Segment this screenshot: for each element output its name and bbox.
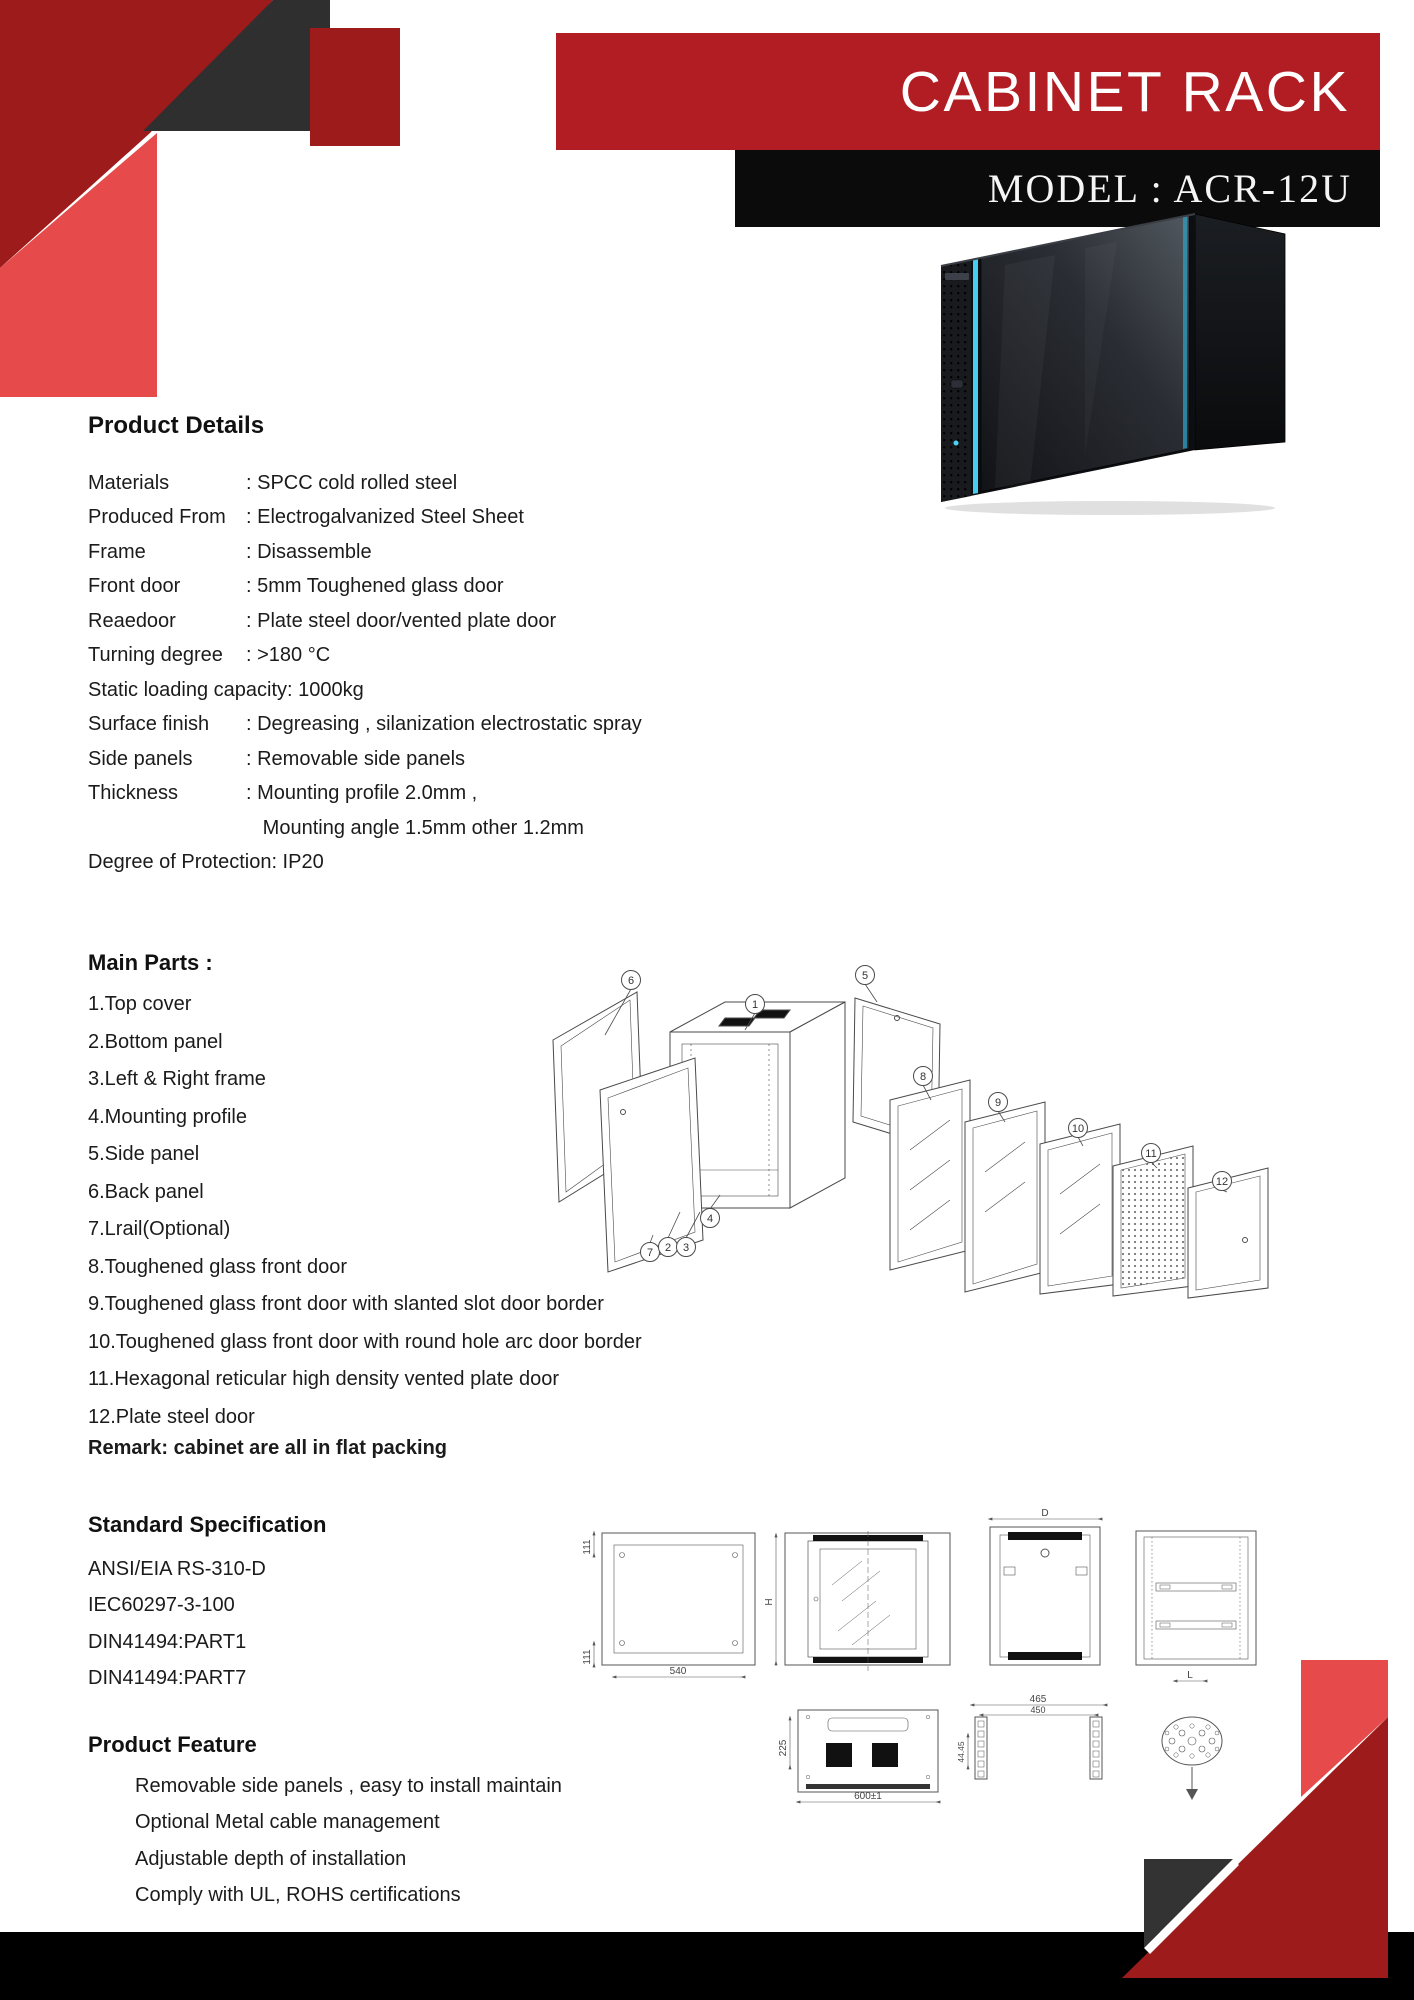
drawing-bottom-panel (790, 1710, 938, 1802)
svg-text:2: 2 (664, 1242, 672, 1254)
svg-text:9: 9 (994, 1097, 1002, 1109)
drawing-back-view (594, 1533, 755, 1677)
remark-line: Remark: cabinet are all in flat packing (88, 1437, 448, 1459)
detail-row: Reaedoor : Plate steel door/vented plate door (88, 609, 557, 632)
drawing-rear-view (990, 1519, 1100, 1665)
svg-text:8: 8 (919, 1071, 927, 1083)
dark-red-square (310, 28, 400, 146)
diagram-glass-door-2 (965, 1102, 1045, 1292)
standard-spec-list (88, 1551, 266, 1697)
diagram-glass-door-3 (1040, 1124, 1120, 1294)
detail-row: Produced From : Electrogalvanized Steel Sheet (88, 506, 524, 529)
detail-row: Turning degree : >180 °C (88, 644, 331, 667)
part-item: 6.Back panel (88, 1180, 204, 1203)
part-item: 11.Hexagonal reticular high density vented plate door (88, 1368, 560, 1391)
detail-row: Static loading capacity : 1000kg (88, 678, 364, 701)
svg-text:450: 450 (1030, 1705, 1046, 1715)
svg-text:225: 225 (778, 1739, 789, 1757)
product-photo (935, 200, 1295, 520)
cabinet-shadow (945, 501, 1275, 515)
part-item: 4.Mounting profile (88, 1105, 247, 1128)
feature-item: Removable side panels , easy to install maintain (135, 1774, 562, 1797)
title-banner (556, 33, 1380, 150)
svg-text:12: 12 (1215, 1176, 1229, 1188)
part-item: 9.Toughened glass front door with slanted slot door border (88, 1293, 604, 1316)
exploded-parts-diagram (545, 940, 1375, 1300)
page-title: CABINET RACK (899, 59, 1350, 124)
svg-text:H: H (764, 1598, 775, 1606)
door-lock (951, 380, 963, 388)
cabinet-side-panel (1195, 214, 1285, 450)
main-parts-heading: Main Parts : (88, 950, 213, 975)
part-item: 1.Top cover (88, 993, 192, 1016)
detail-row: Frame : Disassemble (88, 540, 372, 563)
cabinet-led-strip (973, 259, 978, 495)
detail-row: Surface finish : Degreasing , silanization electrostatic spray (88, 713, 642, 736)
svg-text:L: L (1187, 1670, 1193, 1681)
diagram-glass-door-1 (890, 1080, 970, 1270)
part-item: 2.Bottom panel (88, 1030, 223, 1053)
feature-item: Optional Metal cable management (135, 1811, 440, 1834)
part-item: 10.Toughened glass front door with round hole arc door border (88, 1330, 642, 1353)
part-item: 5.Side panel (88, 1143, 200, 1166)
svg-text:10: 10 (1071, 1123, 1085, 1135)
svg-text:11: 11 (1145, 1148, 1157, 1160)
detail-row: Mounting angle 1.5mm other 1.2mm (246, 816, 584, 839)
svg-text:600±1: 600±1 (854, 1791, 882, 1802)
diagram-vented-door (1113, 1146, 1193, 1296)
detail-row: Materials : SPCC cold rolled steel (88, 471, 458, 494)
product-details-table (88, 466, 642, 880)
detail-row: Side panels : Removable side panels (88, 747, 466, 770)
spec-item: DIN41494:PART7 (88, 1667, 247, 1690)
svg-text:6: 6 (627, 975, 635, 987)
top-left-decoration (0, 0, 420, 400)
brand-logo-mark (945, 273, 969, 280)
svg-text:4: 4 (706, 1213, 714, 1225)
svg-text:540: 540 (669, 1666, 687, 1677)
feature-item: Comply with UL, ROHS certifications (135, 1884, 461, 1907)
svg-text:111: 111 (582, 1649, 593, 1665)
feature-item: Adjustable depth of installation (135, 1847, 407, 1870)
svg-text:3: 3 (682, 1242, 690, 1254)
led-dot (954, 441, 959, 446)
svg-text:111: 111 (582, 1539, 593, 1555)
detail-row: Degree of Protection : IP20 (88, 851, 324, 874)
model-label: MODEL : ACR-12U (987, 166, 1352, 211)
svg-text:44.45: 44.45 (956, 1741, 966, 1763)
standard-spec-heading: Standard Specification (88, 1512, 327, 1537)
drawing-front-view (776, 1531, 950, 1671)
spec-item: ANSI/EIA RS-310-D (88, 1557, 266, 1580)
part-item: 3.Left & Right frame (88, 1068, 266, 1091)
part-item: 8.Toughened glass front door (88, 1255, 348, 1278)
part-item: 12.Plate steel door (88, 1405, 255, 1428)
bottom-right-decoration (1100, 1640, 1414, 2000)
part-item: 7.Lrail(Optional) (88, 1218, 231, 1241)
spec-item: DIN41494:PART1 (88, 1630, 247, 1653)
detail-row: Thickness : Mounting profile 2.0mm , (88, 782, 478, 805)
product-feature-heading: Product Feature (88, 1732, 257, 1757)
spec-item: IEC60297-3-100 (88, 1594, 235, 1617)
svg-text:D: D (1041, 1508, 1049, 1519)
svg-text:7: 7 (646, 1247, 654, 1259)
svg-text:5: 5 (861, 970, 869, 982)
svg-text:465: 465 (1029, 1694, 1047, 1705)
product-details-heading: Product Details (88, 412, 265, 439)
product-feature-list (135, 1768, 562, 1914)
detail-row: Front door : 5mm Toughened glass door (88, 575, 504, 598)
drawing-mounting-rail (968, 1705, 1105, 1779)
svg-text:1: 1 (751, 999, 759, 1011)
